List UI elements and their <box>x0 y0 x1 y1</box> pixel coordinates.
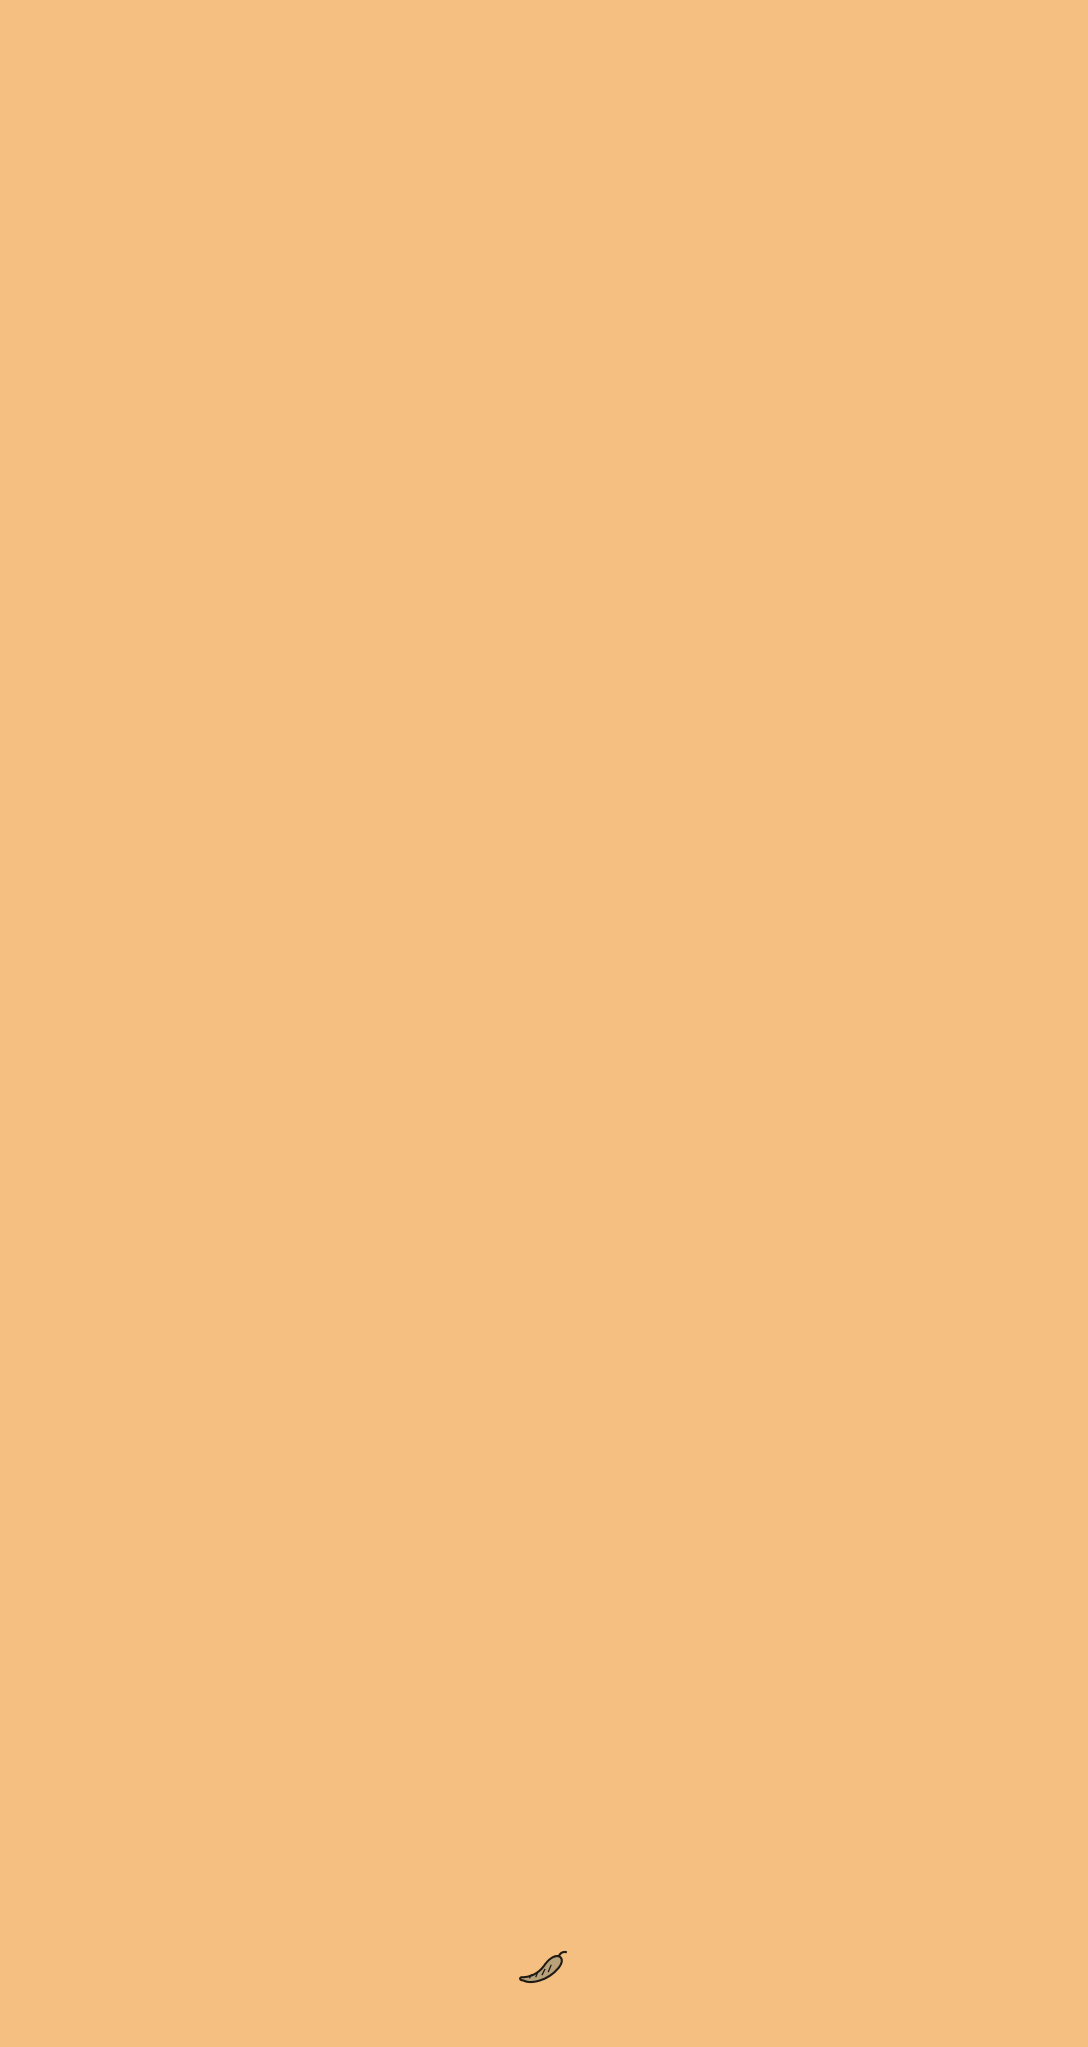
greek-key-border-top <box>55 62 1035 102</box>
greek-key-border-left <box>55 108 91 788</box>
greek-key-border-bottom <box>60 790 1035 830</box>
greek-key-border-right <box>995 108 1031 788</box>
spicy-legend <box>0 1948 1088 1992</box>
chili-pepper-icon <box>517 1948 571 1992</box>
